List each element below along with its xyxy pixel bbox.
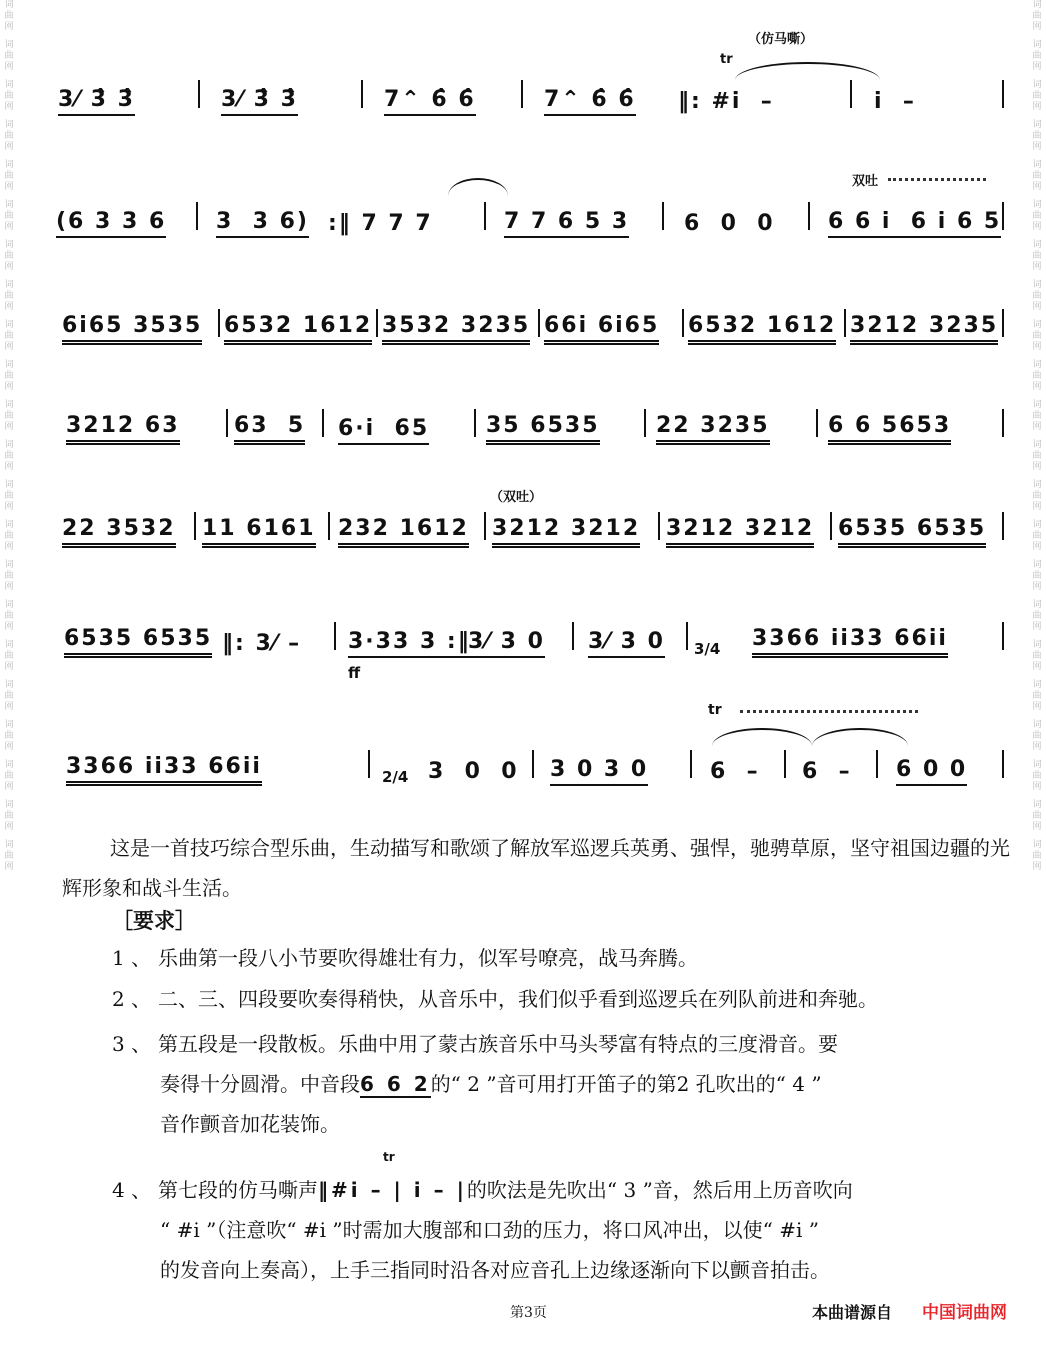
watermark-text: 词 曲 网: [1032, 720, 1042, 752]
watermark-text: 词 曲 网: [1032, 160, 1042, 192]
measure: 232 1612: [338, 515, 469, 548]
measure: 3212 63: [66, 412, 180, 445]
measure: 3⁄ 3 0: [588, 628, 665, 658]
requirement-text-line: 音作颤音加花装饰。: [160, 1112, 340, 1136]
watermark-text: 词 曲 网: [4, 240, 14, 272]
double-tongue-label: （双吐）: [490, 490, 543, 505]
watermark-text: 词 曲 网: [1032, 640, 1042, 672]
watermark-text: 词 曲 网: [1032, 840, 1042, 872]
watermark-text: 词 曲 网: [4, 280, 14, 312]
requirement-number: 4 、: [112, 1178, 152, 1202]
watermark-text: 词 曲 网: [1032, 360, 1042, 392]
watermark-text: 词 曲 网: [1032, 120, 1042, 152]
measure: 6 –: [802, 759, 852, 784]
watermark-text: 词 曲 网: [4, 0, 14, 32]
requirement-item-2: [112, 979, 1012, 1019]
measure: 3⁄ 3 0: [468, 628, 545, 658]
measure: 3366 ii33 66ii: [66, 753, 262, 786]
measure: 22 3235: [656, 412, 770, 445]
watermark-text: 词 曲 网: [4, 120, 14, 152]
watermark-text: 词 曲 网: [1032, 200, 1042, 232]
measure: ‖: #i –: [678, 89, 774, 114]
measure: 7⌃ 6̂ 6̂: [384, 86, 476, 116]
watermark-text: 词 曲 网: [1032, 80, 1042, 112]
requirement-text-line: 奏得十分圆滑。中音段6 6 2的“ 2 ”音可用打开笛子的第2 孔吹出的“ 4 ”: [160, 1072, 822, 1096]
measure: 66i 6i65: [544, 312, 659, 345]
watermark-text: 词 曲 网: [1032, 240, 1042, 272]
trill-label: tr: [720, 52, 733, 67]
measure: 3532 3235: [382, 312, 530, 345]
inline-notation: 6 6 2: [360, 1072, 431, 1096]
dynamic-marking: ff: [348, 664, 361, 682]
measure: 6 0 0: [896, 756, 967, 786]
imitation-horse-neigh-label: （仿马嘶）: [748, 32, 814, 47]
watermark-text: 词 曲 网: [4, 800, 14, 832]
watermark-text: 词 曲 网: [1032, 680, 1042, 712]
watermark-text: 词 曲 网: [4, 40, 14, 72]
requirement-item-1: [112, 938, 1012, 978]
measure: 6 6 i 6 i 6 5: [828, 208, 1001, 238]
requirement-text: 第五段是一段散板。乐曲中用了蒙古族音乐中马头琴富有特点的三度滑音。要: [158, 1032, 838, 1056]
requirement-number: 1 、: [112, 946, 152, 970]
measure: 6i65 3535: [62, 312, 202, 345]
trill-label: tr: [383, 1150, 395, 1164]
time-signature: 3/4: [694, 640, 721, 658]
trill-label: tr: [708, 702, 722, 718]
measure: 3212 3235: [850, 312, 998, 345]
watermark-text: 词 曲 网: [4, 720, 14, 752]
watermark-text: 词 曲 网: [1032, 800, 1042, 832]
watermark-text: 词 曲 网: [1032, 560, 1042, 592]
watermark-text: 词 曲 网: [1032, 0, 1042, 32]
requirement-text: 二、三、四段要吹奏得稍快，从音乐中，我们似乎看到巡逻兵在列队前进和奔驰。: [158, 987, 878, 1011]
measure: 63 5: [234, 412, 305, 445]
watermark-text: 词 曲 网: [4, 560, 14, 592]
watermark-text: 词 曲 网: [4, 520, 14, 552]
watermark-text: 词 曲 网: [1032, 440, 1042, 472]
watermark-text: 词 曲 网: [4, 200, 14, 232]
watermark-text: 词 曲 网: [4, 440, 14, 472]
measure: 6·i 65: [338, 415, 429, 445]
measure: 35 6535: [486, 412, 600, 445]
watermark-text: 词 曲 网: [4, 640, 14, 672]
measure: 6532 1612: [224, 312, 372, 345]
watermark-text: 词 曲 网: [4, 680, 14, 712]
watermark-text: 词 曲 网: [1032, 400, 1042, 432]
measure: 3⁄ 3̂ 3̂: [58, 86, 135, 116]
measure: 6535 6535: [838, 515, 986, 548]
measure: 6532 1612: [688, 312, 836, 345]
measure: 7 7 6 5 3: [504, 208, 629, 238]
measure: 3212 3212: [666, 515, 814, 548]
measure: ‖: 3⁄ –: [222, 631, 302, 656]
watermark-text: 词 曲 网: [4, 840, 14, 872]
watermark-text: 词 曲 网: [1032, 520, 1042, 552]
watermark-text: 词 曲 网: [4, 360, 14, 392]
time-signature: 2/4: [382, 768, 409, 786]
requirements-title: ［要求］: [112, 908, 196, 933]
watermark-text: 词 曲 网: [4, 320, 14, 352]
watermark-text: 词 曲 网: [4, 600, 14, 632]
measure: 3⁄ 3̂ 3̂: [221, 86, 298, 116]
description-paragraph: 这是一首技巧综合型乐曲，生动描写和歌颂了解放军巡逻兵英勇、强悍，驰骋草原，坚守祖国边疆的光辉形象和战斗生活。: [62, 836, 1010, 900]
watermark-text: 词 曲 网: [1032, 280, 1042, 312]
watermark-text: 词 曲 网: [1032, 40, 1042, 72]
measure: 3 3 6): [216, 208, 309, 238]
measure: 7⌃ 6̂ 6̂: [544, 86, 636, 116]
watermark-text: 词 曲 网: [1032, 320, 1042, 352]
watermark-text: 词 曲 网: [1032, 760, 1042, 792]
page-number: 第3页: [510, 1305, 547, 1321]
requirement-item-3: [112, 1024, 1012, 1144]
measure: 3366 ii33 66ii: [752, 625, 948, 658]
brand-link[interactable]: 中国词曲网: [922, 1303, 1007, 1323]
measure: 6535 6535: [64, 625, 212, 658]
measure: 22 3532: [62, 515, 176, 548]
measure: 3 0 3 0: [550, 756, 648, 786]
measure: i –: [874, 89, 916, 114]
requirement-item-4: 4 、 第七段的仿马嘶声‖#i – | i – |的吹法是先吹出“ 3 ”音，然后用上历音吹向 “ #i ”（注意吹“ #i ”时需加大腹部和口劲的压力，将口风冲出，以使“ #i ” 的发音向上奏高），上手三指同时沿各对应音孔上边缘逐渐向下以颤音拍击。: [112, 1170, 1012, 1290]
measure: :‖ 7 7 7: [328, 211, 433, 236]
requirement-number: 3 、: [112, 1032, 152, 1056]
measure: 6 –: [710, 759, 760, 784]
watermark-text: 词 曲 网: [4, 480, 14, 512]
double-tongue-label: 双吐: [852, 174, 879, 189]
requirement-text: 乐曲第一段八小节要吹得雄壮有力，似军号嘹亮，战马奔腾。: [158, 946, 698, 970]
source-label: 本曲谱源自: [812, 1303, 893, 1322]
watermark-text: 词 曲 网: [1032, 600, 1042, 632]
measure: 6 0 0: [684, 211, 775, 236]
measure: 6 6 5653: [828, 412, 951, 445]
watermark-text: 词 曲 网: [4, 760, 14, 792]
measure: (6 3 3 6: [56, 208, 166, 238]
measure: 11 6161: [202, 515, 316, 548]
requirement-text-line: 的发音向上奏高），上手三指同时沿各对应音孔上边缘逐渐向下以颤音拍击。: [160, 1258, 830, 1282]
inline-notation: ‖#i – | i – |: [318, 1178, 467, 1202]
watermark-text: 词 曲 网: [4, 160, 14, 192]
watermark-text: 词 曲 网: [4, 80, 14, 112]
watermark-text: 词 曲 网: [4, 400, 14, 432]
requirement-text-line: “ #i ”（注意吹“ #i ”时需加大腹部和口劲的压力，将口风冲出，以使“ #i ”: [160, 1218, 819, 1242]
measure: 3212 3212: [492, 515, 640, 548]
measure: 3·33 3 :‖: [348, 628, 471, 658]
requirement-number: 2 、: [112, 987, 152, 1011]
watermark-text: 词 曲 网: [1032, 480, 1042, 512]
measure: 3 0 0: [428, 759, 519, 784]
